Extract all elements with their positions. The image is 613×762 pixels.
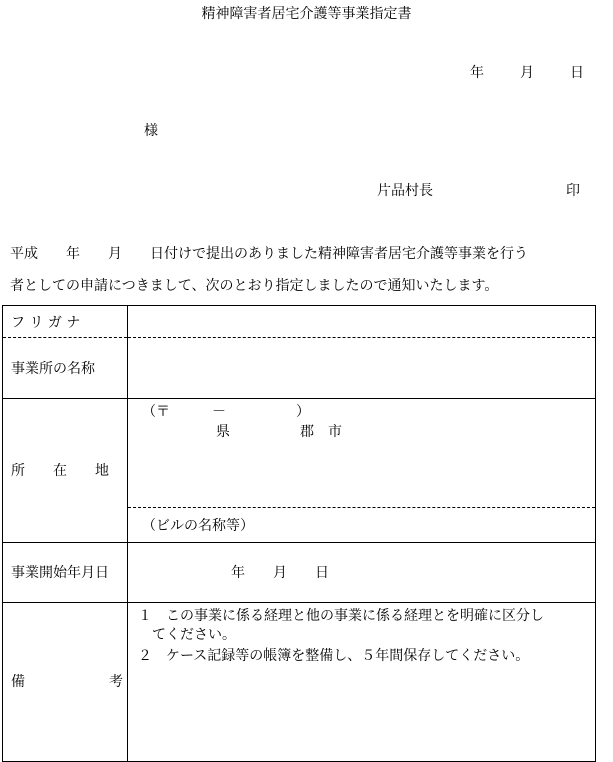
facility-name-label: 事業所の名称 <box>11 361 95 377</box>
notice-paragraph <box>10 238 610 302</box>
address-label-cell <box>3 399 128 543</box>
remark-line-2: てください。 <box>138 627 236 643</box>
address-label: 所 在 地 <box>11 463 109 479</box>
name-label-cell <box>3 306 128 399</box>
remark-line-3: ２ ケース記録等の帳簿を整備し、５年間保存してください。 <box>138 648 530 664</box>
furigana-label: フ リ ガ ナ <box>11 315 81 331</box>
remark-line-1: １ この事業に係る経理と他の事業に係る経理とを明確に区分し <box>138 608 544 624</box>
remarks-label: 備 考 <box>11 674 123 690</box>
prefecture-line: 県 郡 市 <box>216 424 342 440</box>
name-value-cell <box>128 306 596 399</box>
issuer-name: 片品村長 <box>377 183 433 199</box>
notice-line-2: 者としての申請につきまして、次のとおり指定しましたので通知いたします。 <box>10 278 499 294</box>
start-date-label-cell <box>3 543 128 603</box>
addressee-suffix: 様 <box>144 123 158 139</box>
address-value-cell <box>128 399 596 543</box>
notice-line-1: 平成 年 月 日付けで提出のありました精神障害者居宅介護等事業を行う <box>10 246 528 262</box>
start-date-label: 事業開始年月日 <box>11 565 109 581</box>
date-month: 月 <box>520 65 534 81</box>
date-year: 年 <box>470 65 484 81</box>
start-date-value: 年 月 日 <box>231 565 329 581</box>
document-title: 精神障害者居宅介護等事業指定書 <box>201 6 412 22</box>
building-name-label: （ビルの名称等） <box>142 518 254 534</box>
remarks-value-cell <box>128 603 596 762</box>
remarks-label-cell <box>3 603 128 762</box>
seal-mark: 印 <box>566 183 580 199</box>
designation-form-table <box>2 305 596 762</box>
postal-code-line: （〒 － ） <box>142 404 310 420</box>
start-date-value-cell <box>128 543 596 603</box>
issue-date <box>470 62 584 82</box>
date-day: 日 <box>570 65 584 81</box>
